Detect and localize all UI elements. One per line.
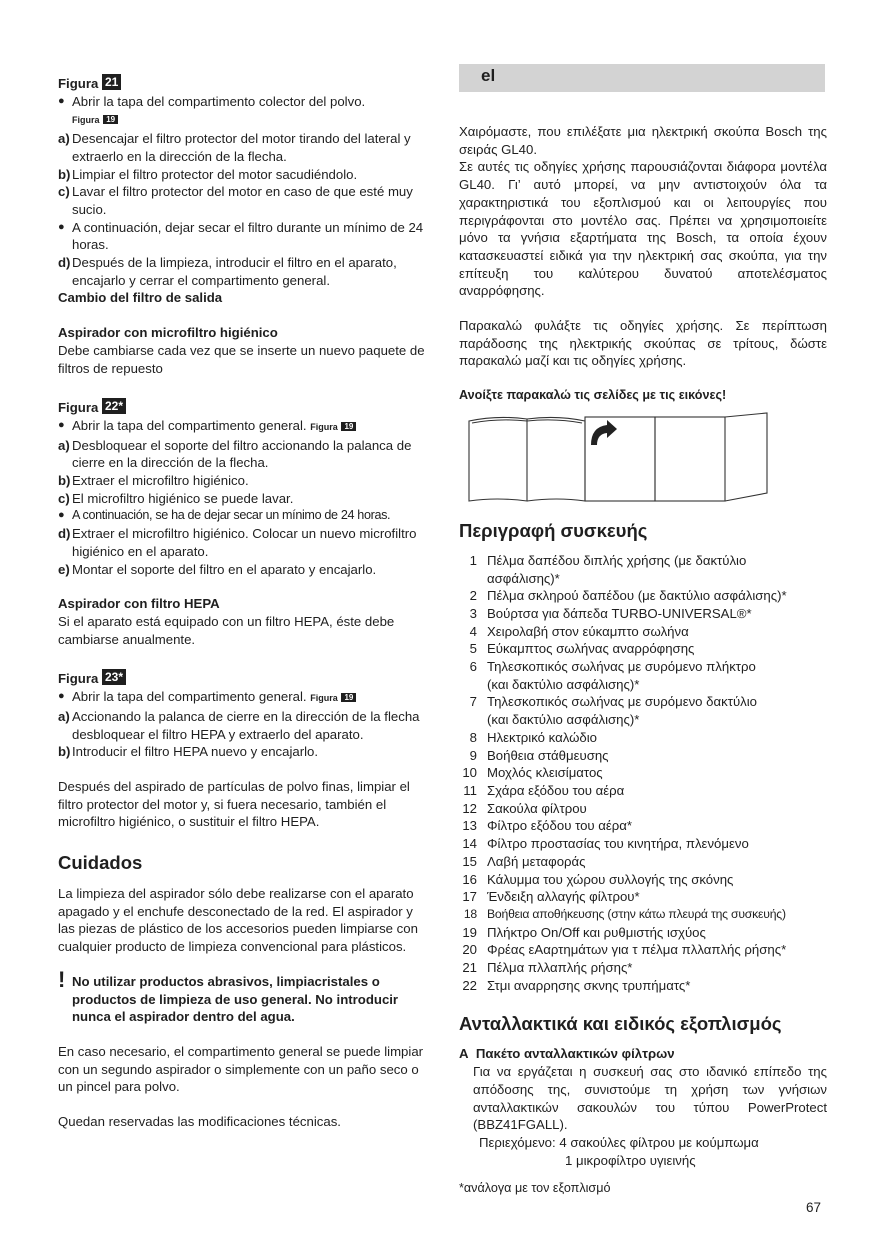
paragraph: Για να εργάζεται η συσκευή σας στο ιδανικό επίπεδο της απόδοσης της, συνιστούμε τη χρήση των γνήσιων ανταλλακτικών σακουλών του τύπου PowerProtect (BBZ41FGALL).	[473, 1064, 827, 1133]
right-column	[459, 123, 827, 1198]
language-header-bar	[459, 64, 825, 92]
parts-list-item: 22 Στμι αναρρησης σκνης τρυπήματς*	[462, 977, 691, 993]
figure-ref-19: Figura 19	[58, 110, 426, 130]
parts-list-item: 20 Φρέας εΑαρτημάτων για τ πέλμα πλλαπλής ρήσης*	[462, 942, 787, 958]
step-d: d) Extraer el microfiltro higiénico. Colocar un nuevo microfiltro higiénico en el aparato.	[58, 526, 417, 559]
parts-list-item: 11 Σχάρα εξόδου του αέρα	[463, 782, 625, 798]
figure-badge: 21	[102, 74, 121, 90]
parts-list-item: 8 Ηλεκτρικό καλώδιο	[469, 729, 598, 745]
step-b: b) Limpiar el filtro protector del motor sacudiéndolo.	[58, 166, 358, 182]
parts-list-item: 18 Βοήθεια αποθήκευσης (στην κάτω πλευρά της συσκευής)	[463, 906, 786, 921]
bullet-item: ● Abrir la tapa del compartimento general. Figura 19	[58, 417, 426, 437]
parts-list	[459, 552, 827, 995]
step-b: b) Extraer el microfiltro higiénico.	[58, 473, 249, 489]
contents-line: Περιεχόμενο: 4 σακούλες φίλτρου με κούμπωμα	[479, 1134, 759, 1150]
parts-list-item: 2 Πέλμα σκληρού δαπέδου (με δακτύλιο ασφάλισης)*	[469, 588, 787, 604]
parts-list-item: 16 Κάλυμμα του χώρου συλλογής της σκόνης	[462, 871, 734, 887]
section-title-care: Cuidados	[58, 852, 143, 874]
language-code: el	[481, 66, 496, 85]
subsection-heading: Aspirador con filtro HEPA	[58, 596, 220, 612]
parts-list-item: 13 Φίλτρο εξόδου του αέρα*	[462, 818, 633, 834]
parts-list-item: 19 Πλήκτρο On/Off και ρυθμιστής ισχύος	[462, 924, 706, 940]
paragraph: Después del aspirado de partículas de polvo finas, limpiar el filtro protector del motor y, si fuera necesario, también el microfiltro higiénico, o sustituir el filtro HEPA.	[58, 778, 410, 830]
figure-ref-21: Figura 21	[58, 74, 426, 93]
parts-list-item: 3 Βούρτσα για δάπεδα TURBO-UNIVERSAL®*	[469, 605, 752, 621]
parts-list-item: 4 Χειρολαβή στον εύκαμπτο σωλήνα	[469, 623, 689, 639]
warning-note: ! No utilizar productos abrasivos, limpiacristales o productos de limpieza de uso general. No introducir nunca el aspirador dentro del agua.	[58, 966, 399, 1025]
step-a: a) Accionando la palanca de cierre en la dirección de la flecha desbloquear el filtro HEPA y extraerlo del aparato.	[58, 708, 420, 742]
section-title-description: Περιγραφή συσκευής	[459, 519, 648, 541]
warning-icon: !	[58, 966, 66, 992]
parts-list-item: 10 Μοχλός κλεισίματος	[462, 765, 603, 781]
accessory-a-heading: A Πακέτο ανταλλακτικών φίλτρων	[459, 1046, 675, 1062]
parts-list-item: 5 Εύκαμπτος σωλήνας αναρρόφησης	[469, 641, 695, 657]
parts-list-item: 14 Φίλτρο προστασίας του κινητήρα, πλενόμενο	[462, 836, 749, 852]
parts-list-item: 12 Σακούλα φίλτρου	[462, 800, 587, 816]
step-c: c) El microfiltro higiénico se puede lavar.	[58, 490, 294, 506]
page-number: 67	[806, 1200, 822, 1215]
step-b: b) Introducir el filtro HEPA nuevo y encajarlo.	[58, 744, 319, 760]
left-column	[58, 70, 426, 1131]
figure-ref-23: Figura 23*	[58, 669, 426, 688]
step-d: d) Después de la limpieza, introducir el filtro en el aparato, encajarlo y cerrar el compartimento general.	[58, 255, 397, 288]
figure-ref-22: Figura 22*	[58, 398, 426, 417]
paragraph: Σε αυτές τις οδηγίες χρήσης παρουσιάζονται διάφορα μοντέλα GL40. Γι’ αυτό μπορεί, να μην αντιστοιχούν όλα τα χαρακτηριστικά του εξοπλισμού και οι λειτουργίες που περιγράφονται στο μοντέλο σας. Πρέπει να χρησιμοποιείτε μόνο τα γνήσια εξαρτήματα της Bosch, τα οποία έχουν κατασκευαστεί ειδικά για την ηλεκτρική σας σκούπα, για την επίτευξη του καλύτερου δυνατού αποτελέσματος αναρρόφησης.	[459, 159, 827, 299]
step-c: c) Lavar el filtro protector del motor en caso de que esté muy sucio.	[58, 184, 413, 217]
subsection-heading: Aspirador con microfiltro higiénico	[58, 325, 278, 341]
paragraph: En caso necesario, el compartimento general se puede limpiar con un segundo aspirador o simplemente con un paño seco o un pincel para polvo.	[58, 1043, 424, 1095]
parts-list-item: 9 Βοήθεια στάθμευσης	[469, 747, 609, 763]
bullet-item: ● Abrir la tapa del compartimento colector del polvo.	[58, 93, 366, 109]
open-pages-note: Ανοίξτε παρακαλώ τις σελίδες με τις εικόνες!	[459, 388, 727, 403]
paragraph: Χαιρόμαστε, που επιλέξατε μια ηλεκτρική σκούπα Bosch της σειράς GL40.	[459, 124, 827, 157]
parts-list-item: 15 Λαβή μεταφοράς	[462, 853, 586, 869]
paragraph: La limpieza del aspirador sólo debe realizarse con el aparato apagado y el enchufe desconectado de la red. El aspirador y las piezas de plástico de los accesorios pueden limpiarse con cualquier producto de limpieza convencional para plásticos.	[58, 886, 418, 955]
section-title-accessories: Ανταλλακτικά και ειδικός εξοπλισμός	[459, 1013, 782, 1035]
paragraph: Παρακαλώ φυλάξτε τις οδηγίες χρήσης. Σε περίπτωση παράδοσης της ηλεκτρικής σκούπας σε τρίτους, δώστε παρακαλώ μαζί και τις οδηγίες χρήσης.	[459, 318, 827, 369]
footnote: *ανάλογα με τον εξοπλισμό	[459, 1181, 611, 1196]
arrow-icon	[591, 420, 617, 445]
bullet-item: ● Abrir la tapa del compartimento general. Figura 19	[58, 688, 426, 708]
parts-list-item: 7 Τηλεσκοπικός σωλήνας με συρόμενο δακτύλιο (και δακτύλιο ασφάλισης)*	[469, 694, 758, 728]
contents-line: 1 μικροφίλτρο υγιεινής	[565, 1152, 696, 1168]
bullet-item: ● A continuación, dejar secar el filtro durante un mínimo de 24 horas.	[58, 219, 424, 253]
bullet-item: ● A continuación, se ha de dejar secar un mínimo de 24 horas.	[58, 508, 391, 523]
parts-list-item: 6 Τηλεσκοπικός σωλήνας με συρόμενο πλήκτρο (και δακτύλιο ασφάλισης)*	[469, 659, 756, 692]
paragraph: Debe cambiarse cada vez que se inserte un nuevo paquete de filtros de repuesto	[58, 342, 425, 376]
step-a: a) Desbloquear el soporte del filtro accionando la palanca de cierre en la dirección de la flecha.	[58, 437, 412, 471]
paragraph: Quedan reservadas las modificaciones técnicas.	[58, 1114, 341, 1130]
foldout-pages-illustration	[467, 411, 827, 503]
parts-list-item: 17 Ένδειξη αλλαγής φίλτρου*	[462, 889, 640, 905]
step-a: a) Desencajar el filtro protector del motor tirando del lateral y extraerlo en la dirección de la flecha.	[58, 131, 411, 164]
parts-list-item: 21 Πέλμα πλλαπλής ρήσης*	[462, 960, 633, 976]
section-heading: Cambio del filtro de salida	[58, 290, 223, 306]
paragraph: Si el aparato está equipado con un filtro HEPA, éste debe cambiarse anualmente.	[58, 613, 395, 647]
parts-list-item: 1 Πέλμα δαπέδου διπλής χρήσης (με δακτύλιο ασφάλισης)*	[469, 552, 747, 586]
step-e: e) Montar el soporte del filtro en el aparato y encajarlo.	[58, 561, 377, 577]
